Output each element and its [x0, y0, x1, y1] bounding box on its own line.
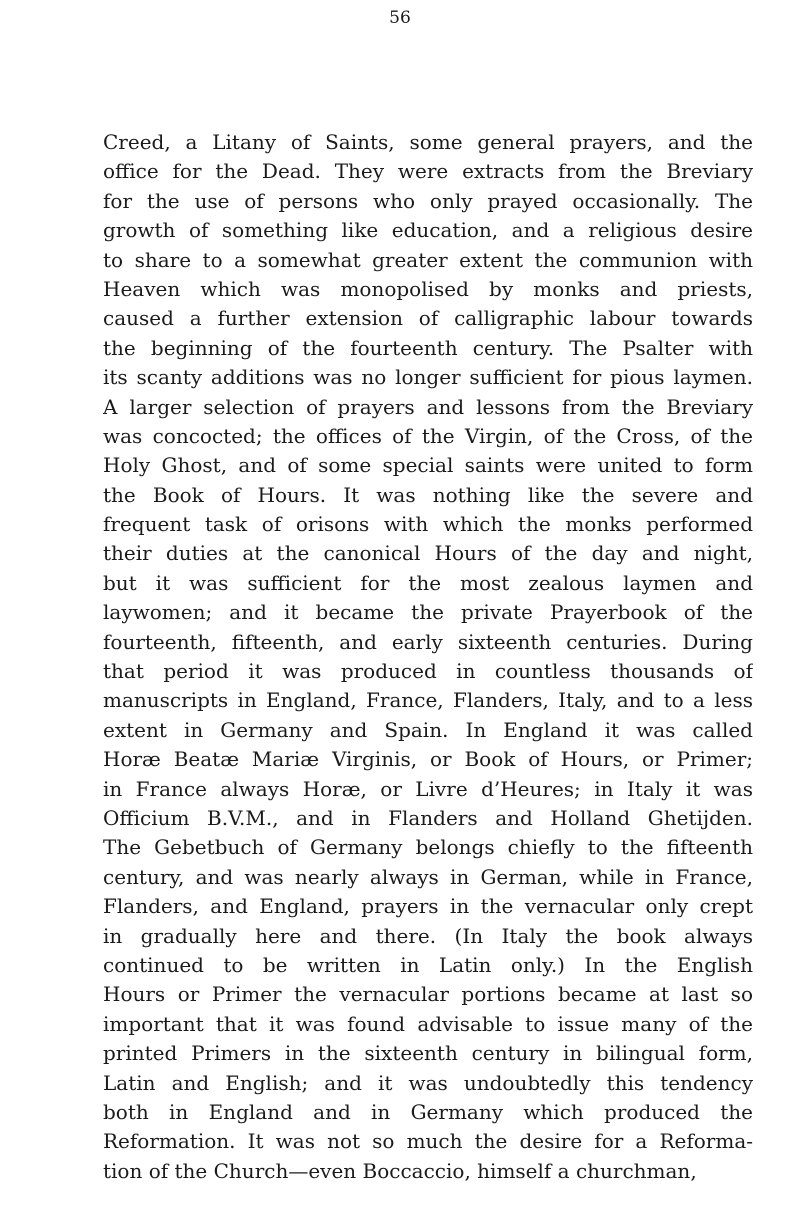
text-line: both in England and in Germany which produced the: [103, 1099, 753, 1124]
text-line: printed Primers in the sixteenth century in bilingual form,: [103, 1041, 753, 1066]
text-line: growth of something like education, and a religious desire: [103, 218, 753, 243]
text-line: Officium B.V.M., and in Flanders and Holland Ghetijden.: [103, 805, 753, 830]
text-line: office for the Dead. They were extracts from the Breviary: [103, 159, 753, 184]
text-line: Heaven which was monopolised by monks and priests,: [103, 276, 753, 301]
text-line: their duties at the canonical Hours of the day and night,: [103, 541, 753, 566]
text-line: frequent task of orisons with which the monks performed: [103, 512, 753, 537]
text-line: Horæ Beatæ Mariæ Virginis, or Book of Hours, or Primer;: [103, 747, 753, 772]
text-line: century, and was nearly always in German, while in France,: [103, 864, 753, 889]
text-line: in gradually here and there. (In Italy the book always: [103, 923, 753, 948]
text-line: in France always Horæ, or Livre d’Heures; in Italy it was: [103, 776, 753, 801]
text-line: the Book of Hours. It was nothing like the severe and: [103, 482, 753, 507]
text-line: Hours or Primer the vernacular portions became at last so: [103, 982, 753, 1007]
text-line: was concocted; the offices of the Virgin, of the Cross, of the: [103, 423, 753, 448]
body-paragraph: [103, 128, 753, 1186]
text-line: continued to be written in Latin only.) In the English: [103, 952, 753, 977]
text-line: laywomen; and it became the private Prayerbook of the: [103, 600, 753, 625]
text-line: Latin and English; and it was undoubtedly this tendency: [103, 1070, 753, 1095]
text-line: important that it was found advisable to issue many of the: [103, 1011, 753, 1036]
text-line: the beginning of the fourteenth century. The Psalter with: [103, 335, 753, 360]
text-line: A larger selection of prayers and lessons from the Breviary: [103, 394, 753, 419]
text-line: that period it was produced in countless thousands of: [103, 659, 753, 684]
text-line: manuscripts in England, France, Flanders, Italy, and to a less: [103, 688, 753, 713]
text-line: Creed, a Litany of Saints, some general prayers, and the: [103, 130, 753, 154]
text-line: but it was sufficient for the most zealous laymen and: [103, 570, 753, 595]
text-line: its scanty additions was no longer sufficient for pious laymen.: [103, 365, 753, 390]
page-number: 56: [389, 8, 411, 28]
text-line: for the use of persons who only prayed occasionally. The: [103, 188, 753, 213]
text-line: extent in Germany and Spain. In England it was called: [103, 717, 753, 742]
text-line: The Gebetbuch of Germany belongs chiefly to the fifteenth: [103, 835, 753, 860]
text-line: Holy Ghost, and of some special saints were united to form: [103, 453, 753, 478]
text-line: tion of the Church—even Boccaccio, himself a churchman,: [103, 1158, 697, 1183]
text-line: to share to a somewhat greater extent the communion with: [103, 247, 753, 272]
text-line: caused a further extension of calligraphic labour towards: [103, 306, 753, 331]
text-line: Flanders, and England, prayers in the vernacular only crept: [103, 894, 753, 919]
text-line: fourteenth, fifteenth, and early sixteenth centuries. During: [103, 629, 753, 654]
text-line: Reformation. It was not so much the desire for a Reforma-: [103, 1129, 753, 1154]
